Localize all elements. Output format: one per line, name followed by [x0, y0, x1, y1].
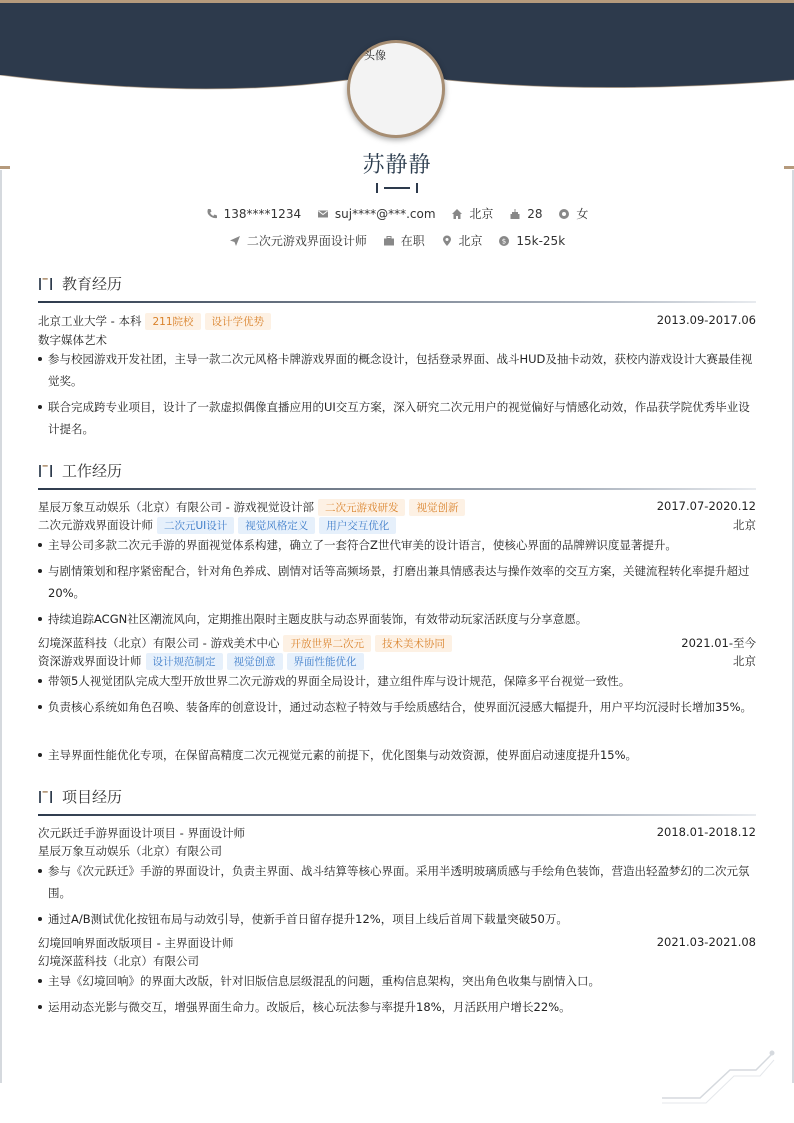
intent-salary: $ 15k-25k: [498, 234, 565, 248]
salary-icon: [498, 235, 510, 247]
section-title-projects: 项目经历: [38, 786, 122, 807]
tag-badge: 设计规范制定: [146, 653, 223, 670]
list-item: 主导界面性能优化专项，在保留高精度二次元视觉元素的前提下，优化图集与动效资源，使界面启动速度提升15%。: [38, 744, 756, 766]
location-pin-icon: [441, 235, 453, 247]
job-company: 星辰万象互动娱乐（北京）有限公司 - 游戏视觉设计部 二次元游戏研发 视觉创新: [38, 499, 465, 516]
project-period: 2018.01-2018.12: [656, 825, 756, 839]
list-item: 负责核心系统如角色召唤、装备库的创意设计，通过动态粒子特效与手绘质感结合，使界面沉浸感大幅提升，用户平均沉浸时长增加35%。: [38, 696, 756, 718]
intent-city: 北京: [441, 232, 483, 249]
list-item: 联合完成跨专业项目，设计了一款虚拟偶像直播应用的UI交互方案，深入研究二次元用户的视觉偏好与情感化动效，作品获学院优秀毕业设计提名。: [38, 396, 756, 440]
job-company: 幻境深蓝科技（北京）有限公司 - 游戏美术中心 开放世界二次元 技术美术协同: [38, 635, 452, 652]
contact-gender: 女: [558, 205, 588, 222]
home-icon: [451, 208, 463, 220]
candidate-name: 苏静静: [362, 153, 432, 178]
section-mark-icon: [38, 791, 54, 803]
list-item: 参与《次元跃迁》手游的界面设计，负责主界面、战斗结算等核心界面。采用半透明玻璃质感与手绘角色装饰，营造出轻盈梦幻的二次元氛围。: [38, 860, 756, 904]
contact-email: suj****@***.com: [317, 207, 436, 221]
svg-text:$: $: [502, 237, 507, 246]
section-divider: [38, 814, 756, 816]
tag-badge: 211院校: [145, 313, 200, 330]
job-city: 北京: [733, 518, 756, 532]
contact-row: [0, 205, 794, 222]
job-city: 北京: [733, 654, 756, 668]
job-role: 二次元游戏界面设计师 二次元UI设计 视觉风格定义 用户交互优化: [38, 517, 396, 534]
job-intent-row: [0, 232, 794, 249]
job-role: 资深游戏界面设计师 设计规范制定 视觉创意 界面性能优化: [38, 653, 364, 670]
tag-badge: 技术美术协同: [375, 635, 452, 652]
tag-badge: 界面性能优化: [287, 653, 364, 670]
tag-badge: 用户交互优化: [319, 517, 396, 534]
avatar-alt-text: 头像: [364, 49, 386, 62]
list-item: 主导公司多款二次元手游的界面视觉体系构建，确立了一套符合Z世代审美的设计语言，使核心界面的品牌辨识度显著提升。: [38, 534, 756, 556]
contact-phone: 138****1234: [206, 207, 301, 221]
project-period: 2021.03-2021.08: [656, 935, 756, 949]
section-mark-icon: [38, 278, 54, 290]
corner-decoration: [660, 1048, 778, 1106]
section-title-work: 工作经历: [38, 460, 122, 481]
section-mark-icon: [38, 465, 54, 477]
tag-badge: 二次元UI设计: [157, 517, 234, 534]
education-period: 2013.09-2017.06: [656, 313, 756, 327]
tag-badge: 视觉创意: [227, 653, 283, 670]
job-period: 2017.07-2020.12: [656, 499, 756, 513]
list-item: 参与校园游戏开发社团，主导一款二次元风格卡牌游戏界面的概念设计，包括登录界面、战斗HUD及抽卡动效，获校内游戏设计大赛最佳视觉奖。: [38, 348, 756, 392]
avatar-frame: [347, 40, 445, 138]
section-divider: [38, 301, 756, 303]
intent-position: 二次元游戏界面设计师: [229, 232, 367, 249]
list-item: 通过A/B测试优化按钮布局与动效引导，使新手首日留存提升12%，项目上线后首周下载量突破50万。: [38, 908, 756, 930]
list-item: 主导《幻境回响》的界面大改版，针对旧版信息层级混乱的问题，重构信息架构，突出角色收集与剧情入口。: [38, 970, 756, 992]
list-item: 运用动态光影与微交互，增强界面生命力。改版后，核心玩法参与率提升18%，月活跃用户增长22%。: [38, 996, 756, 1018]
tag-badge: 视觉风格定义: [238, 517, 315, 534]
intent-status: 在职: [383, 232, 425, 249]
section-divider: [38, 488, 756, 490]
cake-icon: [509, 208, 521, 220]
gender-icon: [558, 208, 570, 220]
name-ornament: [376, 183, 418, 193]
left-frame-line: [0, 170, 2, 1083]
briefcase-icon: [383, 235, 395, 247]
list-item: 持续追踪ACGN社区潮流风向，定期推出限时主题皮肤与动态界面装饰，有效带动玩家活跃度与分享意愿。: [38, 608, 756, 630]
job-period: 2021.01-至今: [681, 636, 756, 650]
tag-badge: 开放世界二次元: [283, 635, 371, 652]
mail-icon: [317, 208, 329, 220]
contact-age: 28: [509, 207, 542, 221]
education-school: 北京工业大学 - 本科 211院校 设计学优势: [38, 313, 271, 330]
list-item: 带领5人视觉团队完成大型开放世界二次元游戏的界面全局设计，建立组件库与设计规范，保障多平台视觉一致性。: [38, 670, 756, 692]
send-icon: [229, 235, 241, 247]
contact-city: 北京: [451, 205, 493, 222]
tag-badge: 二次元游戏研发: [318, 499, 406, 516]
project-org: 星辰万象互动娱乐（北京）有限公司: [38, 844, 222, 858]
project-org: 幻境深蓝科技（北京）有限公司: [38, 954, 199, 968]
education-major: 数字媒体艺术: [38, 333, 107, 347]
phone-icon: [206, 208, 218, 220]
project-name: 次元跃迁手游界面设计项目 - 界面设计师: [38, 826, 245, 840]
list-item: 与剧情策划和程序紧密配合，针对角色养成、剧情对话等高频场景，打磨出兼具情感表达与操作效率的交互方案，关键流程转化率提升超过20%。: [38, 560, 756, 604]
project-name: 幻境回响界面改版项目 - 主界面设计师: [38, 936, 234, 950]
tag-badge: 设计学优势: [205, 313, 272, 330]
section-title-education: 教育经历: [38, 273, 122, 294]
tag-badge: 视觉创新: [409, 499, 465, 516]
